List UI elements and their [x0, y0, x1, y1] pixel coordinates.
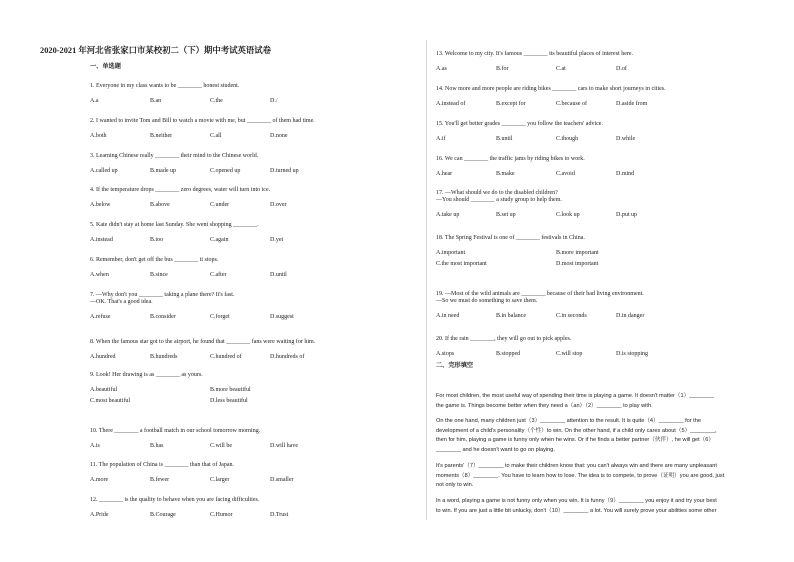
option-d[interactable]: D.none — [270, 133, 288, 139]
question-1 — [90, 83, 239, 90]
right-column — [436, 0, 771, 562]
question-text: 11. The population of China is ________ than that of Japan. — [90, 462, 234, 468]
answer-options — [86, 168, 416, 175]
option-d[interactable]: D.over — [270, 202, 287, 208]
question-19 — [436, 291, 644, 305]
option-a[interactable]: A.when — [90, 272, 109, 278]
option-c[interactable]: C.after — [210, 272, 227, 278]
answer-options — [86, 237, 416, 244]
passage-line: For most children, the most useful way of spending their time is playing a game. It doesn't matter（1）________ — [436, 393, 715, 399]
passage-line: not only to win. — [436, 482, 474, 489]
option-a[interactable]: A.take up — [436, 212, 460, 218]
section-heading-cloze: 二、完形填空 — [436, 362, 474, 369]
option-c[interactable]: C.hundred of — [210, 354, 242, 360]
answer-options — [86, 202, 416, 209]
question-6 — [90, 257, 218, 264]
option-b[interactable]: B.has — [150, 443, 164, 449]
passage-line: It's parents'（7）________ to make their children know that: you can't always win and there are many unpleasant — [436, 463, 717, 469]
question-text: 12. ________ is the quality to behave when you are facing difficulties. — [90, 497, 260, 503]
option-c[interactable]: C.because of — [556, 101, 587, 107]
option-d[interactable]: D.most important — [556, 261, 599, 267]
option-a[interactable]: A.if — [436, 136, 446, 142]
answer-options — [432, 313, 762, 320]
left-column — [86, 0, 416, 562]
option-d[interactable]: D.less beautiful — [210, 398, 248, 404]
passage-paragraph — [436, 392, 771, 411]
answer-options — [432, 101, 762, 108]
option-d[interactable]: D.of — [616, 66, 627, 72]
option-d[interactable]: D./ — [270, 98, 278, 104]
passage-paragraph — [436, 497, 771, 516]
question-text: 6. Remember, don't get off the bus ________ it stops. — [90, 257, 219, 263]
option-a[interactable]: A.hear — [436, 171, 453, 177]
answer-options — [86, 387, 416, 404]
column-divider — [426, 40, 427, 520]
question-text: 10. There ________ a football match in our school tomorrow morning. — [90, 428, 261, 434]
passage-paragraph — [436, 462, 771, 491]
answer-options — [86, 133, 416, 140]
answer-options — [432, 351, 762, 358]
passage-line: the game is. Things become better when they need a（an）（2）________ to play with. — [436, 402, 653, 409]
section-heading-single-choice: 一、单选题 — [90, 63, 121, 70]
option-b[interactable]: B.above — [150, 202, 170, 208]
option-a[interactable]: A.in need — [436, 313, 460, 319]
option-b[interactable]: B.set up — [496, 212, 516, 218]
answer-options — [432, 66, 762, 73]
question-17 — [436, 190, 562, 204]
question-9 — [90, 372, 203, 379]
question-12 — [90, 497, 259, 504]
option-b[interactable]: B.in balance — [496, 313, 526, 319]
option-b[interactable]: B.stopped — [496, 351, 521, 357]
option-b[interactable]: B.fewer — [150, 477, 170, 483]
option-c[interactable]: C.most beautiful — [90, 398, 130, 404]
question-text: —OK. That's a good idea. — [90, 299, 153, 305]
question-16 — [436, 156, 585, 163]
option-d[interactable]: D.until — [270, 272, 287, 278]
option-c[interactable]: C.opened up — [210, 168, 241, 174]
question-2 — [90, 118, 315, 125]
question-text: 2. I wanted to invite Tom and Bill to watch a movie with me, but ________ of them had time. — [90, 118, 315, 124]
option-c[interactable]: C.at — [556, 66, 566, 72]
option-a[interactable]: A.called up — [90, 168, 118, 174]
option-a[interactable]: A.instead of — [436, 101, 466, 107]
option-d[interactable]: D.will have — [270, 443, 298, 449]
passage-line: development of a child's personality（个性）to win. On the other hand, if a child only cares about（5）________, — [436, 427, 717, 434]
option-c[interactable]: C.Humor — [210, 512, 233, 518]
option-c[interactable]: C.will be — [210, 443, 232, 449]
option-a[interactable]: A.important — [436, 250, 466, 256]
option-a[interactable]: A.stops — [436, 351, 455, 357]
option-c[interactable]: C.larger — [210, 477, 230, 483]
option-b[interactable]: B.except for — [496, 101, 526, 107]
option-b[interactable]: B.more beautiful — [210, 387, 251, 393]
answer-options — [86, 98, 416, 105]
question-text: 5. Kate didn't stay at home last Sunday. She went shopping ________. — [90, 222, 259, 228]
option-b[interactable]: B.since — [150, 272, 168, 278]
question-18 — [436, 235, 585, 242]
option-a[interactable]: A.both — [90, 133, 107, 139]
option-d[interactable]: D.aside from — [616, 101, 648, 107]
option-a[interactable]: A.as — [436, 66, 447, 72]
option-d[interactable]: D.yet — [270, 237, 284, 243]
option-b[interactable]: B.until — [496, 136, 513, 142]
question-10 — [90, 428, 260, 435]
passage-line: moments（8）________. You have to learn how to lose. The idea is to compete, to prove（证明）you are good, just — [436, 472, 725, 479]
question-text: 4. If the temperature drops ________ zero degrees, water will turn into ice. — [90, 187, 271, 193]
option-c[interactable]: C.look up — [556, 212, 580, 218]
question-text: —You should ________ a study group to help them. — [436, 197, 562, 203]
question-7 — [90, 292, 234, 306]
question-text: 20. If the rain ________, they will go out to pick apples. — [436, 336, 572, 342]
question-5 — [90, 222, 259, 229]
option-c[interactable]: C.in seconds — [556, 313, 587, 319]
question-20 — [436, 336, 571, 343]
option-c[interactable]: C.all — [210, 133, 222, 139]
passage-line: In a word, playing a game is not funny only when you win. It is funny（9）________ you enjoy it and try your best — [436, 498, 717, 504]
answer-options — [86, 477, 416, 484]
question-14 — [436, 86, 666, 93]
option-d[interactable]: D.smaller — [270, 477, 294, 483]
passage-line: then for him, playing a game is funny only when he wins. Or if he finds a better partner（伙伴）, he will get（6） — [436, 437, 714, 444]
option-a[interactable]: A.a — [90, 98, 99, 104]
option-c[interactable]: C.under — [210, 202, 230, 208]
option-c[interactable]: C.the — [210, 98, 223, 104]
answer-options — [86, 354, 416, 361]
answer-options — [86, 443, 416, 450]
passage-line: ________ and he doesn't want to go on playing. — [436, 446, 555, 453]
exam-title: 2020-2021 年河北省张家口市某校初二（下）期中考试英语试卷 — [40, 46, 272, 55]
question-text: 13. Welcome to my city. It's famous ________ its beautiful places of interest here. — [436, 51, 634, 57]
option-b[interactable]: B.an — [150, 98, 162, 104]
option-d[interactable]: D.while — [616, 136, 636, 142]
option-a[interactable]: A.refuse — [90, 314, 111, 320]
option-b[interactable]: B.Courage — [150, 512, 176, 518]
answer-options — [432, 136, 762, 143]
option-c[interactable]: C.forget — [210, 314, 230, 320]
question-4 — [90, 187, 270, 194]
question-text: 15. You'll get better grades ________ you follow the teachers' advice. — [436, 121, 603, 127]
option-c[interactable]: C.though — [556, 136, 579, 142]
option-a[interactable]: A.hundred — [90, 354, 116, 360]
question-text: 17. —What should we do to the disabled children? — [436, 190, 558, 196]
question-text: 3. Learning Chinese really ________ their mind to the Chinese world. — [90, 153, 259, 159]
option-b[interactable]: B.hundreds — [150, 354, 178, 360]
option-b[interactable]: B.more important — [556, 250, 599, 256]
option-c[interactable]: C.will stop — [556, 351, 583, 357]
option-b[interactable]: B.consider — [150, 314, 176, 320]
option-b[interactable]: B.made up — [150, 168, 176, 174]
answer-options — [432, 250, 762, 267]
question-text: 16. We can ________ the traffic jams by riding bikes to work. — [436, 156, 585, 162]
option-b[interactable]: B.neither — [150, 133, 173, 139]
question-text: 8. When the famous star got to the airport, he found that ________ fans were waiting for him. — [90, 339, 316, 345]
question-11 — [90, 462, 234, 469]
option-d[interactable]: D.hundreds of — [270, 354, 305, 360]
option-a[interactable]: A.is — [90, 443, 100, 449]
question-text: —So we must do something to save them. — [436, 298, 538, 304]
option-d[interactable]: D.mind — [616, 171, 635, 177]
answer-options — [86, 512, 416, 519]
question-text: 19. —Most of the wild animals are ________ because of their bad living environment. — [436, 291, 644, 297]
passage-paragraph — [436, 417, 771, 455]
option-c[interactable]: C.again — [210, 237, 229, 243]
option-c[interactable]: C.the most important — [436, 261, 487, 267]
question-text: 9. Look! Her drawing is as ________ as yours. — [90, 372, 203, 378]
question-15 — [436, 121, 603, 128]
passage-line: to win. If you are just a little bit unlucky, don't（10）________ a lot. You will surely prove your abilities some other — [436, 507, 717, 514]
option-d[interactable]: D.suggest — [270, 314, 294, 320]
option-d[interactable]: D.put up — [616, 212, 637, 218]
option-c[interactable]: C.avoid — [556, 171, 575, 177]
question-text: 1. Everyone in my class wants to be ________ honest student. — [90, 83, 240, 89]
option-b[interactable]: B.for — [496, 66, 509, 72]
answer-options — [86, 314, 416, 321]
question-8 — [90, 339, 315, 346]
option-a[interactable]: A.below — [90, 202, 111, 208]
answer-options — [432, 212, 762, 219]
option-b[interactable]: B.too — [150, 237, 164, 243]
option-a[interactable]: A.Pride — [90, 512, 109, 518]
option-d[interactable]: D.Trust — [270, 512, 289, 518]
question-13 — [436, 51, 633, 58]
question-3 — [90, 153, 258, 160]
question-text: 7. —Why don't you ________ taking a plane there? It's fast. — [90, 292, 235, 298]
passage-line: On the one hand, many children just（3）________ attention to the result. It is quite（4）________ for the — [436, 418, 701, 424]
option-b[interactable]: B.make — [496, 171, 515, 177]
option-d[interactable]: D.turned up — [270, 168, 299, 174]
answer-options — [86, 272, 416, 279]
question-text: 14. Now more and more people are riding bikes ________ cars to make short journeys in cities. — [436, 86, 666, 92]
option-a[interactable]: A.instead — [90, 237, 113, 243]
option-d[interactable]: D.in danger — [616, 313, 645, 319]
question-text: 18. The Spring Festival is one of ________ festivals in China. — [436, 235, 585, 241]
answer-options — [432, 171, 762, 178]
option-d[interactable]: D.is stopping — [616, 351, 649, 357]
option-a[interactable]: A.more — [90, 477, 109, 483]
option-a[interactable]: A.beautiful — [90, 387, 118, 393]
